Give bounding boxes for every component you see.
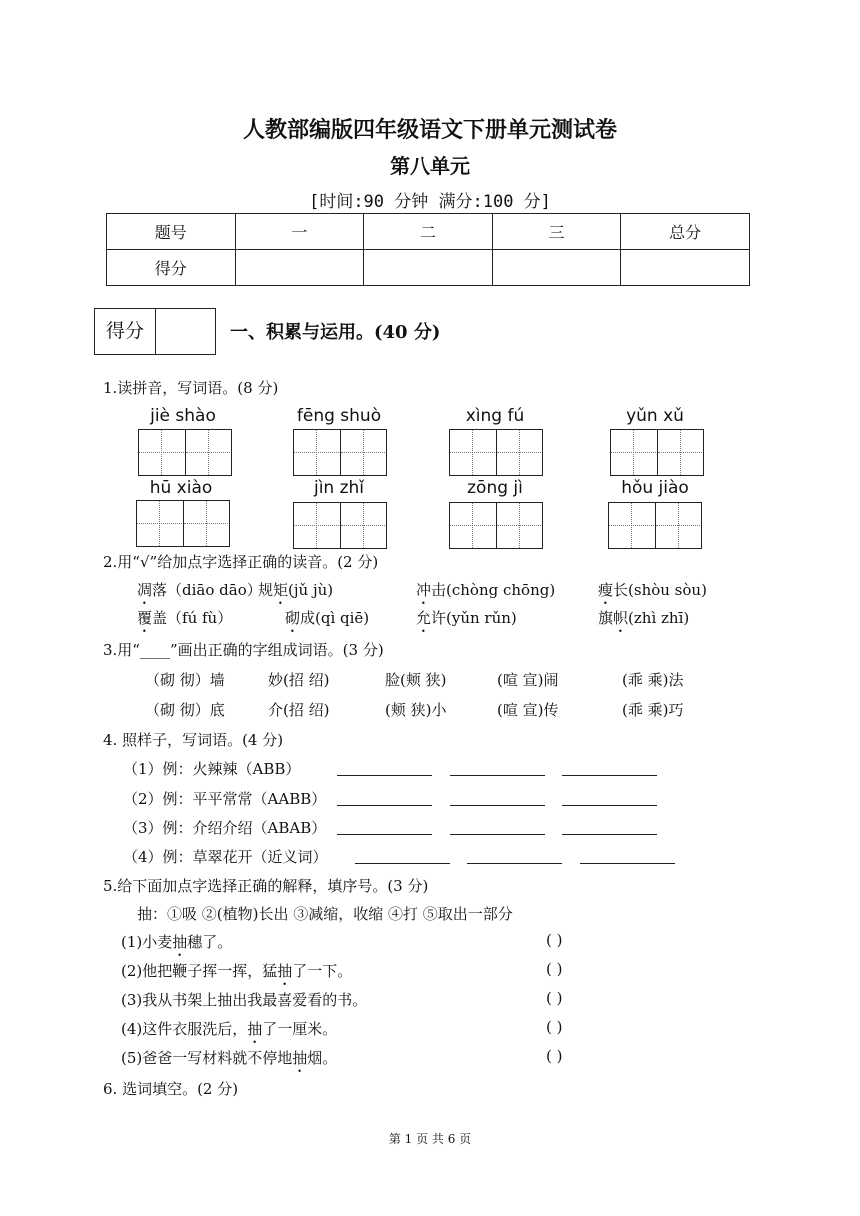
sentence-item: (4)这件衣服洗后，抽了一厘米。 [121, 1020, 338, 1038]
section-score-label: 得分 [95, 309, 156, 354]
answer-blank[interactable] [562, 787, 657, 806]
score-cell[interactable] [492, 250, 621, 286]
writing-grid[interactable] [610, 429, 704, 476]
question-3-stem: 3.用“____”画出正确的字组成词语。(3 分) [103, 641, 384, 659]
word-choice: （砌 彻）墙 [145, 671, 225, 689]
score-cell[interactable] [364, 250, 493, 286]
example-item: （2）例：平平常常（AABB） [123, 790, 327, 808]
example-item: （1）例：火辣辣（ABB） [123, 760, 301, 778]
answer-blank[interactable] [337, 816, 432, 835]
answer-blank[interactable] [467, 845, 562, 864]
word-choice: 脸(颊 狭) [385, 671, 447, 689]
word-choice: (喧 宣)传 [497, 701, 559, 719]
table-cell: 总分 [621, 214, 750, 250]
reading-item: 允许(yǔn rǔn) [416, 609, 517, 627]
table-cell: 二 [364, 214, 493, 250]
exam-meta: [时间:90 分钟 满分:100 分] [309, 192, 551, 212]
reading-item: 砌成(qì qiē) [285, 609, 370, 627]
answer-blank[interactable] [355, 845, 450, 864]
reading-item: 冲击(chòng chōng) [416, 581, 556, 599]
writing-grid[interactable] [449, 502, 543, 549]
reading-item: 凋落（diāo dāo） [137, 581, 262, 599]
word-choice: 介(招 绍) [268, 701, 330, 719]
word-choice: (乖 乘)法 [622, 671, 684, 689]
answer-blank[interactable] [450, 816, 545, 835]
answer-paren[interactable]: ( ) [546, 1018, 563, 1036]
pinyin-label: yǔn xǔ [626, 406, 684, 426]
table-cell: 一 [235, 214, 364, 250]
word-choice: 妙(招 绍) [268, 671, 330, 689]
table-cell: 得分 [107, 250, 236, 286]
question-2-stem: 2.用“√”给加点字选择正确的读音。(2 分) [103, 553, 379, 571]
answer-paren[interactable]: ( ) [546, 989, 563, 1007]
pinyin-label: jìn zhǐ [313, 478, 365, 498]
answer-blank[interactable] [450, 757, 545, 776]
question-4-stem: 4. 照样子，写词语。(4 分) [103, 731, 284, 749]
score-table [106, 213, 750, 286]
pinyin-label: xìng fú [465, 406, 525, 426]
sentence-item: (1)小麦抽穗了。 [121, 933, 233, 951]
score-cell[interactable] [621, 250, 750, 286]
writing-grid[interactable] [449, 429, 543, 476]
word-choice: (乖 乘)巧 [622, 701, 684, 719]
answer-blank[interactable] [562, 757, 657, 776]
writing-grid[interactable] [293, 429, 387, 476]
pinyin-label: hū xiào [149, 478, 213, 498]
sentence-item: (2)他把鞭子挥一挥，猛抽了一下。 [121, 962, 353, 980]
section-title: 一、积累与运用。(40 分) [230, 322, 441, 343]
reading-item: 规矩(jǔ jù) [258, 581, 334, 599]
answer-paren[interactable]: ( ) [546, 931, 563, 949]
answer-blank[interactable] [562, 816, 657, 835]
table-cell: 三 [492, 214, 621, 250]
table-cell: 题号 [107, 214, 236, 250]
sentence-item: (5)爸爸一写材料就不停地抽烟。 [121, 1049, 338, 1067]
section-score-box [94, 308, 216, 355]
answer-paren[interactable]: ( ) [546, 960, 563, 978]
score-cell[interactable] [235, 250, 364, 286]
example-item: （3）例：介绍介绍（ABAB） [123, 819, 327, 837]
sentence-item: (3)我从书架上抽出我最喜爱看的书。 [121, 991, 368, 1009]
page-number: 第 1 页 共 6 页 [388, 1132, 472, 1146]
answer-blank[interactable] [450, 787, 545, 806]
reading-item: 覆盖（fú fù） [137, 609, 233, 627]
word-choice: (颊 狭)小 [385, 701, 447, 719]
table-row [107, 214, 750, 250]
question-5-stem: 5.给下面加点字选择正确的解释，填序号。(3 分) [103, 877, 429, 895]
writing-grid[interactable] [138, 429, 232, 476]
writing-grid[interactable] [608, 502, 702, 549]
answer-blank[interactable] [580, 845, 675, 864]
pinyin-label: jiè shào [150, 406, 216, 426]
question-1-stem: 1.读拼音，写词语。(8 分) [103, 379, 279, 397]
pinyin-label: zōng jì [467, 478, 523, 498]
pinyin-label: hǒu jiào [621, 478, 689, 498]
answer-paren[interactable]: ( ) [546, 1047, 563, 1065]
table-row [107, 250, 750, 286]
word-choice: (喧 宣)闹 [497, 671, 559, 689]
unit-title: 第八单元 [390, 154, 470, 178]
word-choice: （砌 彻）底 [145, 701, 225, 719]
reading-item: 旗帜(zhì zhī) [598, 609, 690, 627]
writing-grid[interactable] [136, 500, 230, 547]
pinyin-label: fēng shuò [296, 406, 382, 426]
reading-item: 瘦长(shòu sòu) [598, 581, 707, 599]
question-6-stem: 6. 选词填空。(2 分) [103, 1080, 239, 1098]
definition-options: 抽：①吸 ②(植物)长出 ③减缩，收缩 ④打 ⑤取出一部分 [137, 905, 513, 923]
answer-blank[interactable] [337, 787, 432, 806]
page-title: 人教部编版四年级语文下册单元测试卷 [242, 117, 617, 143]
example-item: （4）例：草翠花开（近义词） [123, 848, 328, 866]
answer-blank[interactable] [337, 757, 432, 776]
writing-grid[interactable] [293, 502, 387, 549]
